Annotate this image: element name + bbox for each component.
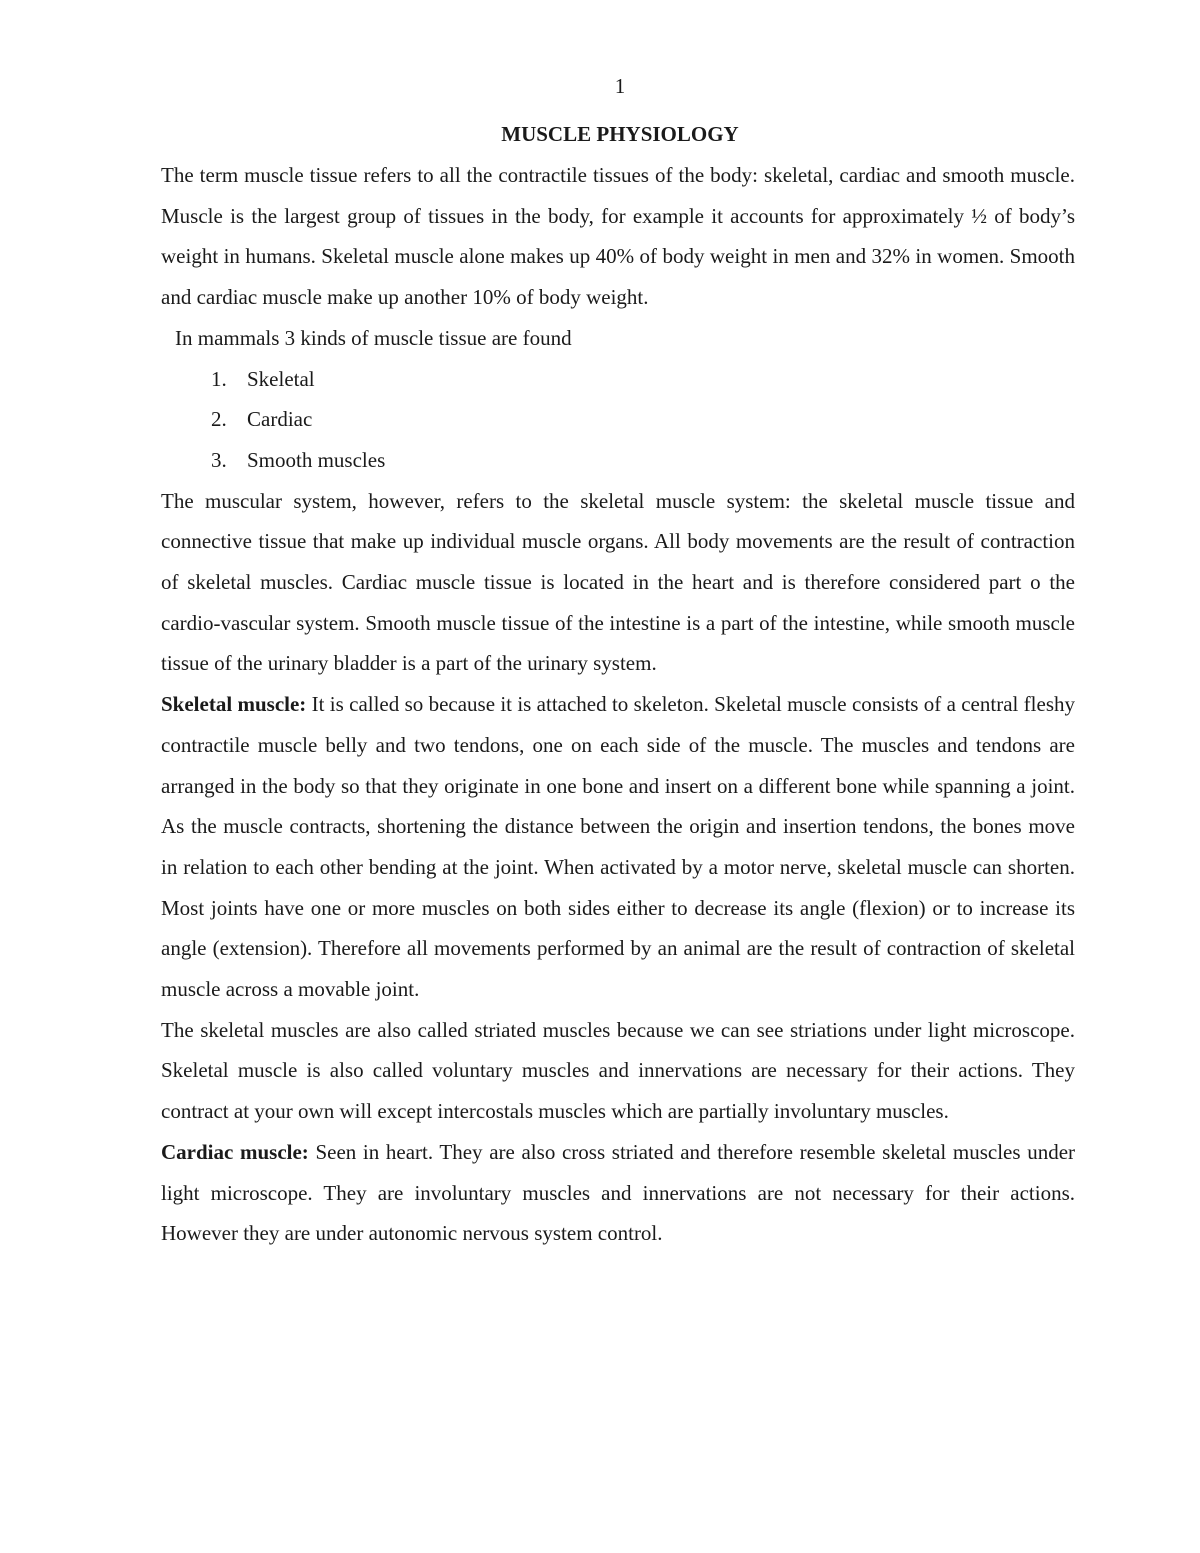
striated-paragraph: The skeletal muscles are also called striated muscles because we can see striations under light microscope. Skeletal muscle is also called voluntary muscles and innervations are necessary for their actions. They contract at your own will except intercostals muscles which are partially involuntary muscles. [161, 1017, 1075, 1124]
list-item [161, 359, 1075, 400]
kinds-intro: In mammals 3 kinds of muscle tissue are found [175, 325, 572, 350]
list-item-label: Skeletal [247, 366, 315, 391]
list-item [161, 399, 1075, 440]
cardiac-muscle-text: Seen in heart. They are also cross striated and therefore resemble skeletal muscles under light microscope. They are involuntary muscles and innervations are not necessary for their actions. However they are under autonomic nervous system control. [161, 1139, 1076, 1246]
page-title: MUSCLE PHYSIOLOGY [501, 122, 739, 146]
skeletal-muscle-paragraph [161, 684, 1075, 1010]
list-item-number: 1. [211, 366, 227, 391]
intro-paragraph: The term muscle tissue refers to all the contractile tissues of the body: skeletal, cardiac and smooth muscle. Muscle is the largest group of tissues in the body, for example it accounts for approximately ½ of body’s weight in humans. Skeletal muscle alone makes up 40% of body weight in men and 32% in women. Smooth and cardiac muscle make up another 10% of body weight. [161, 163, 1075, 310]
skeletal-muscle-text: It is called so because it is attached to skeleton. Skeletal muscle consists of a central fleshy contractile muscle belly and two tendons, one on each side of the muscle. The muscles and tendons are arranged in the body so that they originate in one bone and insert on a different bone while spanning a joint. As the muscle contracts, shortening the distance between the origin and insertion tendons, the bones move in relation to each other bending at the joint. When activated by a motor nerve, skeletal muscle can shorten. Most joints have one or more muscles on both sides either to decrease its angle (flexion) or to increase its angle (extension). Therefore all movements performed by an animal are the result of contraction of skeletal muscle across a movable joint. [161, 692, 1075, 1002]
skeletal-muscle-heading: Skeletal muscle: [161, 692, 307, 717]
list-item [161, 440, 1075, 481]
cardiac-muscle-heading: Cardiac muscle: [161, 1139, 309, 1164]
list-item-label: Smooth muscles [247, 447, 386, 472]
cardiac-muscle-paragraph [161, 1132, 1075, 1254]
page-number: 1 [614, 74, 626, 98]
list-item-number: 3. [211, 447, 227, 472]
list-item-label: Cardiac [247, 407, 313, 432]
muscular-system-paragraph: The muscular system, however, refers to the skeletal muscle system: the skeletal muscle tissue and connective tissue that make up individual muscle organs. All body movements are the result of contraction of skeletal muscles. Cardiac muscle tissue is located in the heart and is therefore considered part o the cardio-vascular system. Smooth muscle tissue of the intestine is a part of the intestine, while smooth muscle tissue of the urinary bladder is a part of the urinary system. [161, 488, 1075, 676]
kinds-list [161, 359, 1075, 481]
list-item-number: 2. [211, 407, 227, 432]
document-body [161, 155, 1075, 1254]
